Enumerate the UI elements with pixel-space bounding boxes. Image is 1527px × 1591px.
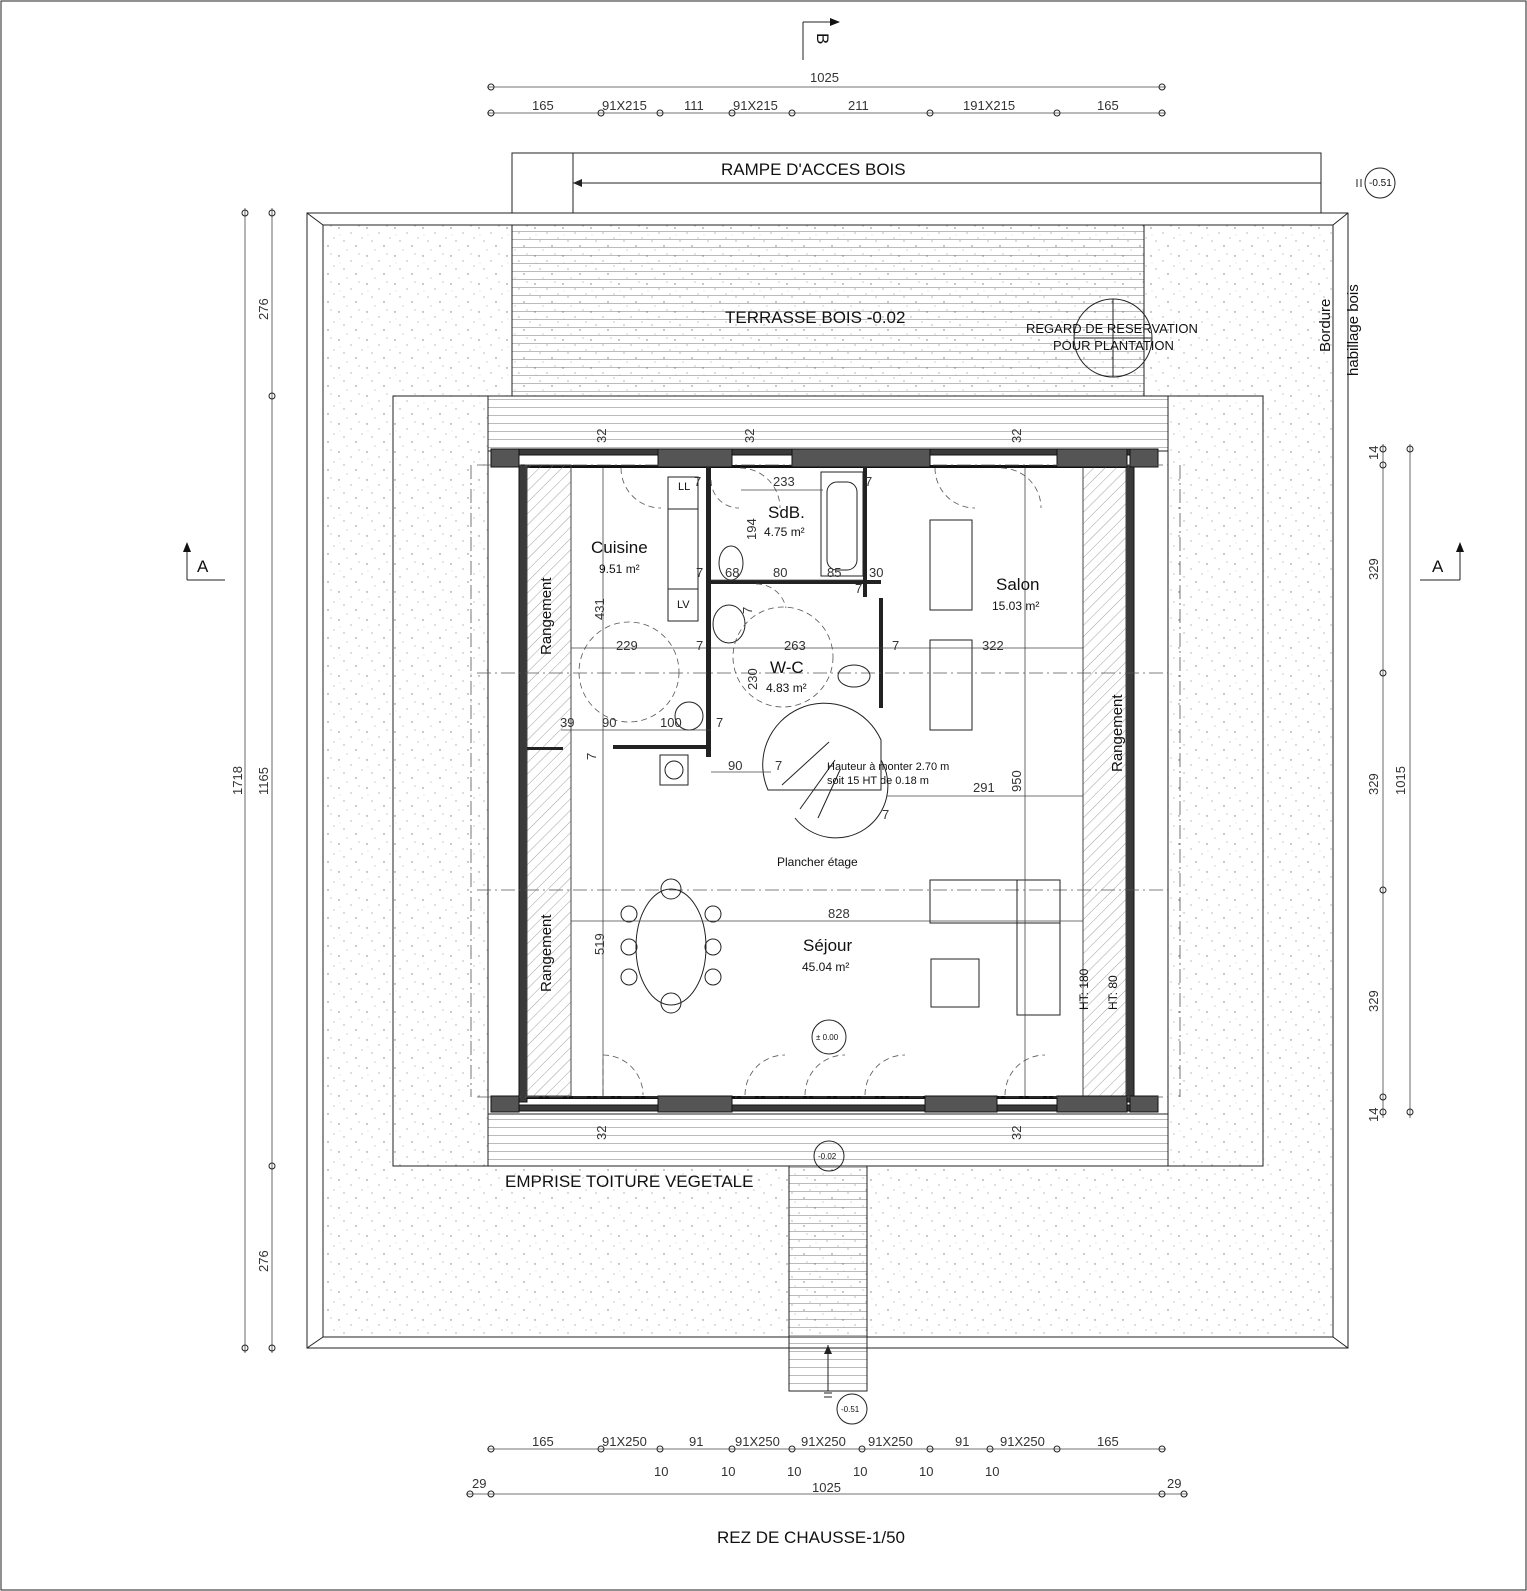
dim-bottom-seg-3: 91 [689, 1434, 704, 1449]
dim-90-b: 90 [728, 758, 743, 773]
dim-bottom-seg-5: 91X250 [801, 1434, 846, 1449]
dim-291: 291 [973, 780, 995, 795]
dim-7-c: 7 [696, 565, 704, 580]
dim-7-i: 7 [584, 752, 599, 760]
dim-233: 233 [773, 474, 795, 489]
dim-7-e: 7 [740, 606, 755, 614]
dim-100: 100 [660, 715, 682, 730]
room-rangement-right: Rangement [1109, 694, 1126, 772]
dim-right-14-top: 14 [1366, 445, 1381, 460]
label-habillage: habillage bois [1345, 284, 1362, 376]
dim-left-1718: 1718 [230, 766, 245, 795]
dim-bottom-seg-1: 165 [532, 1434, 554, 1449]
label-ht80: HT: 80 [1106, 975, 1120, 1010]
label-ll: LL [678, 481, 691, 493]
dim-194: 194 [744, 518, 759, 540]
label-stair-line1: Hauteur à monter 2.70 m [827, 761, 950, 773]
dim-230: 230 [745, 668, 760, 690]
dim-top-total: 1025 [810, 70, 839, 85]
dim-top-seg-3: 111 [684, 98, 704, 113]
dim-322: 322 [982, 638, 1004, 653]
label-terrasse: TERRASSE BOIS -0.02 [725, 308, 906, 327]
dim-top-seg-4: 91X215 [733, 98, 778, 113]
room-name-cuisine: Cuisine [591, 538, 648, 557]
dim-7-stair: 7 [775, 758, 783, 773]
dim-bottom-small-1: 10 [654, 1464, 669, 1479]
dim-top-seg-5: 211 [848, 98, 869, 113]
dim-left-276-bottom: 276 [256, 1250, 271, 1272]
dim-519: 519 [592, 933, 607, 955]
section-marker-a-right: A [1432, 557, 1444, 576]
dim-bottom-seg-6: 91X250 [868, 1434, 913, 1449]
dim-top-seg-6: 191X215 [963, 98, 1016, 113]
room-area-sejour: 45.04 m² [802, 960, 850, 974]
dim-top-seg-7: 165 [1097, 98, 1119, 113]
room-name-wc: W-C [770, 658, 804, 677]
dim-left-1165: 1165 [256, 767, 271, 795]
dim-7-g: 7 [892, 638, 900, 653]
dim-7-stair-b: 7 [882, 807, 890, 822]
dim-bottom-total: 1025 [812, 1480, 841, 1495]
dim-30: 30 [869, 565, 884, 580]
level-bottom-stair: -0.51 [841, 1405, 860, 1414]
room-name-sejour: Séjour [803, 936, 853, 955]
level-interior: ± 0.00 [816, 1033, 839, 1042]
dim-top-seg-2: 91X215 [602, 98, 647, 113]
level-rampe: -0.51 [1369, 178, 1392, 189]
dim-bottom-small-3: 10 [787, 1464, 802, 1479]
dim-431: 431 [592, 598, 607, 620]
entry-steps [789, 1166, 867, 1424]
dim-bottom-small-4: 10 [853, 1464, 868, 1479]
room-area-salon: 15.03 m² [992, 599, 1040, 613]
dim-828: 828 [828, 906, 850, 921]
drawing-title: REZ DE CHAUSSE-1/50 [717, 1528, 905, 1547]
dim-90-a: 90 [602, 715, 617, 730]
dim-left-276-top: 276 [256, 298, 271, 320]
dim-bottom-seg-8: 91X250 [1000, 1434, 1045, 1449]
dim-7-d: 7 [855, 581, 863, 596]
dim-bottom-small-5: 10 [919, 1464, 934, 1479]
access-ramp [512, 153, 1395, 213]
room-area-cuisine: 9.51 m² [599, 562, 640, 576]
dim-39: 39 [560, 715, 575, 730]
dim-229: 229 [616, 638, 638, 653]
dim-bottom-small-6: 10 [985, 1464, 1000, 1479]
top-dimensions [487, 84, 1166, 116]
dim-bottom-small-2: 10 [721, 1464, 736, 1479]
dim-263: 263 [784, 638, 806, 653]
label-emprise: EMPRISE TOITURE VEGETALE [505, 1172, 754, 1191]
dim-bottom-seg-7: 91 [955, 1434, 970, 1449]
room-name-salon: Salon [996, 575, 1040, 594]
dim-bottom-edge-left: 29 [472, 1476, 487, 1491]
room-area-sdb: 4.75 m² [764, 525, 805, 539]
dim-bottom-seg-2: 91X250 [602, 1434, 647, 1449]
dim-right-329-c: 329 [1366, 990, 1381, 1012]
dim-32-a: 32 [594, 428, 609, 443]
label-lv: LV [677, 599, 690, 611]
dim-32-b: 32 [742, 428, 757, 443]
dim-7-a: 7 [694, 474, 702, 489]
dim-right-329-b: 329 [1366, 773, 1381, 795]
room-area-wc: 4.83 m² [766, 681, 807, 695]
label-regard-line2: POUR PLANTATION [1053, 338, 1174, 353]
level-front: -0.02 [818, 1152, 837, 1161]
dim-7-f: 7 [696, 638, 704, 653]
dim-bottom-seg-4: 91X250 [735, 1434, 780, 1449]
dim-68: 68 [725, 565, 740, 580]
dim-7-b: 7 [865, 474, 873, 489]
dim-32-e: 32 [1009, 1125, 1024, 1140]
label-bordure: Bordure [1317, 298, 1334, 352]
dim-top-seg-1: 165 [532, 98, 554, 113]
dim-7-h: 7 [716, 715, 724, 730]
dim-85: 85 [827, 565, 842, 580]
dim-bottom-edge-right: 29 [1167, 1476, 1182, 1491]
dim-80: 80 [773, 565, 788, 580]
label-stair-line2: soit 15 HT de 0.18 m [827, 775, 929, 787]
room-name-sdb: SdB. [768, 503, 805, 522]
section-marker-b: B [813, 33, 832, 45]
dim-32-d: 32 [594, 1125, 609, 1140]
label-rampe: RAMPE D'ACCES BOIS [721, 160, 906, 179]
dim-bottom-seg-9: 165 [1097, 1434, 1119, 1449]
dim-right-1015: 1015 [1393, 766, 1408, 795]
section-marker-a-left: A [197, 557, 209, 576]
label-plancher: Plancher étage [777, 855, 858, 869]
room-rangement-left-bottom: Rangement [538, 914, 555, 992]
dim-32-c: 32 [1009, 428, 1024, 443]
dim-950: 950 [1009, 770, 1024, 792]
dim-right-329-a: 329 [1366, 558, 1381, 580]
room-rangement-left-top: Rangement [538, 577, 555, 655]
label-regard-line1: REGARD DE RESERVATION [1026, 321, 1198, 336]
dim-right-14-bottom: 14 [1366, 1107, 1381, 1122]
label-ht180: HT: 180 [1077, 968, 1091, 1010]
